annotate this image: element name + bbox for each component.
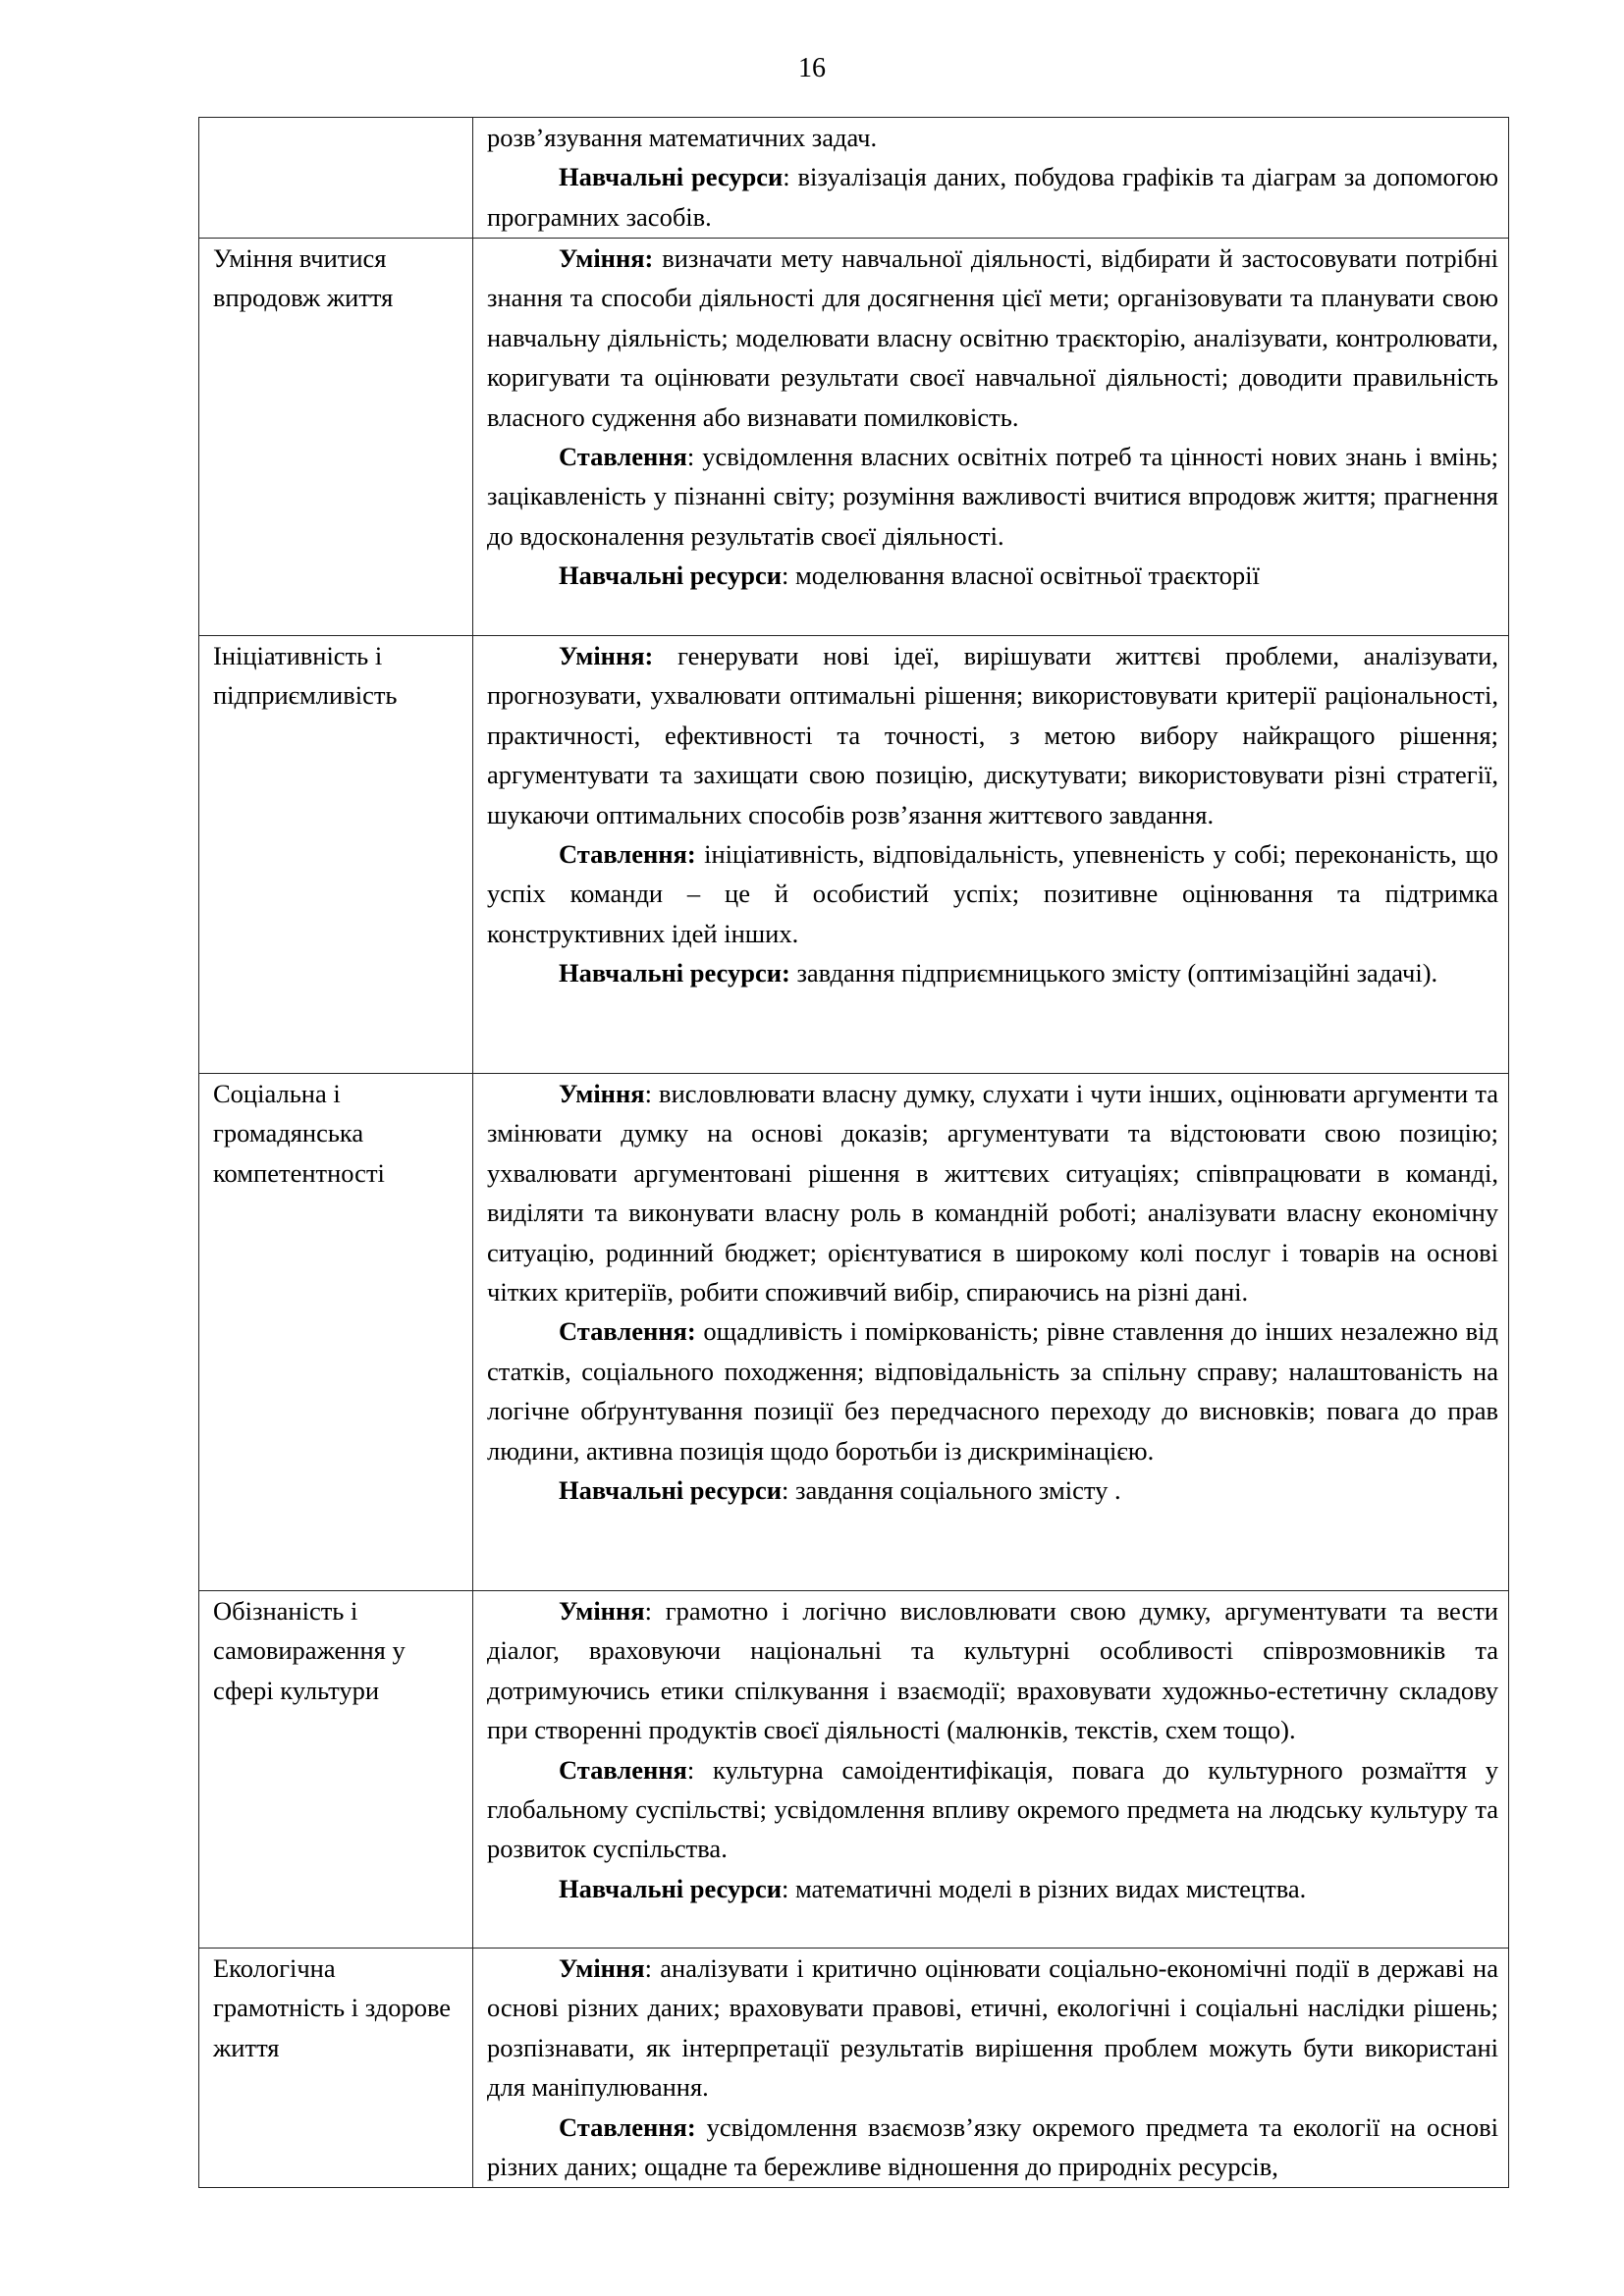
table-row (199, 636, 1509, 1074)
content-paragraph (487, 1074, 1498, 1311)
paragraph-term: Ставлення: (559, 1316, 696, 1347)
competency-content (473, 1591, 1509, 1949)
paragraph-term: Навчальні ресурси: (559, 958, 790, 988)
paragraph-text: : усвідомлення власних освітніх потреб та цінності нових знань і вмінь; зацікавленість у пізнанні світу; розуміння важливості вчитися впродовж життя; прагнення до вдосконалення результатів своєї діяльності. (487, 442, 1498, 551)
paragraph-term: Уміння (559, 1953, 645, 1983)
content-paragraph (487, 157, 1498, 237)
table-row (199, 239, 1509, 636)
content-paragraph (487, 437, 1498, 556)
paragraph-text: ощадливість і поміркованість; рівне ставлення до інших незалежно від статків, соціального походження; відповідальність за спільну справу; налаштованість на логічне обґрунтування позиції без передчасного переходу до висновків; повага до прав людини, активна позиція щодо боротьби із дискримінацією. (487, 1316, 1498, 1466)
competency-label (199, 118, 473, 239)
content-paragraph (487, 834, 1498, 953)
paragraph-term: Ставлення (559, 442, 687, 472)
competency-content (473, 1074, 1509, 1591)
content-paragraph (487, 239, 1498, 437)
competency-content (473, 636, 1509, 1074)
paragraph-term: Навчальні ресурси (559, 1873, 782, 1903)
page-number: 16 (798, 53, 826, 83)
paragraph-text: : візуалізація даних, побудова графіків та діаграм за допомогою програмних засобів. (487, 162, 1498, 232)
paragraph-text: розв’язування математичних задач. (487, 123, 878, 152)
paragraph-term: Ставлення: (559, 839, 696, 870)
competency-label: Соціальна і громадянська компетентності (199, 1074, 473, 1591)
paragraph-text: генерувати нові ідеї, вирішувати життєві проблеми, аналізувати, прогнозувати, ухвалювати оптимальні рішення; використовувати критерії раціональності, практичності, ефективності та точності, з метою вибору найкращого рішення; аргументувати та захищати свою позицію, дискутувати; використовувати різні стратегії, шукаючи оптимальних способів розв’язання життєвого завдання. (487, 641, 1498, 829)
content-paragraph (487, 1470, 1498, 1510)
paragraph-text: : завдання соціального змісту . (781, 1475, 1121, 1506)
table-row (199, 1949, 1509, 2188)
content-paragraph (487, 556, 1498, 595)
content-paragraph (487, 1311, 1498, 1470)
competency-label: Обізнаність і самовираження у сфері культури (199, 1591, 473, 1949)
paragraph-text: : математичні моделі в різних видах мистецтва. (781, 1873, 1307, 1903)
paragraph-text: усвідомлення взаємозв’язку окремого предмета та екології на основі різних даних; ощадне та бережливе відношення до природніх ресурсів, (487, 2111, 1498, 2182)
paragraph-term: Уміння: (559, 243, 654, 273)
paragraph-term: Навчальні ресурси (559, 162, 784, 192)
content-paragraph (487, 1750, 1498, 1869)
competency-label: Ініціативність і підприємливість (199, 636, 473, 1074)
content-paragraph (487, 1949, 1498, 2108)
content-paragraph (487, 1869, 1498, 1908)
paragraph-text: : моделювання власної освітньої траєкторії (781, 561, 1260, 591)
content-paragraph (487, 953, 1498, 992)
competencies-table (198, 117, 1509, 2188)
paragraph-text: : аналізувати і критично оцінювати соціально-економічні події в державі на основі різних даних; враховувати правові, етичні, екологічні і соціальні наслідки рішень; розпізнавати, як інтерпретації результатів вирішення проблем можуть бути використані для маніпулювання. (487, 1953, 1498, 2103)
paragraph-term: Ставлення (559, 1754, 687, 1785)
table-row (199, 1074, 1509, 1591)
competency-content (473, 239, 1509, 636)
table-row (199, 1591, 1509, 1949)
paragraph-text: : культурна самоідентифікація, повага до культурного розмаїття у глобальному суспільстві; усвідомлення впливу окремого предмета на людську культуру та розвиток суспільства. (487, 1754, 1498, 1864)
content-paragraph (487, 636, 1498, 834)
paragraph-term: Навчальні ресурси (559, 561, 782, 591)
paragraph-term: Уміння (559, 1596, 645, 1626)
competency-label: Екологічна грамотність і здорове життя (199, 1949, 473, 2188)
paragraph-text: завдання підприємницького змісту (оптимізаційні задачі). (789, 958, 1438, 988)
competency-label: Уміння вчитися впродовж життя (199, 239, 473, 636)
paragraph-term: Уміння: (559, 641, 654, 670)
paragraph-term: Навчальні ресурси (559, 1475, 782, 1506)
table-row (199, 118, 1509, 239)
competency-content (473, 1949, 1509, 2188)
paragraph-text: визначати мету навчальної діяльності, відбирати й застосовувати потрібні знання та способи діяльності для досягнення цієї мети; організовувати та планувати свою навчальну діяльність; моделювати власну освітню траєкторію, аналізувати, контролювати, коригувати та оцінювати результати своєї навчальної діяльності; доводити правильність власного судження або визнавати помилковість. (487, 243, 1498, 432)
paragraph-term: Уміння (559, 1079, 645, 1108)
content-paragraph (487, 118, 1498, 157)
competency-content (473, 118, 1509, 239)
paragraph-text: : грамотно і логічно висловлювати свою думку, аргументувати та вести діалог, враховуючи національні та культурні особливості співрозмовників та дотримуючись етики спілкування і взаємодії; враховувати художньо-естетичну складову при створенні продуктів своєї діяльності (малюнків, текстів, схем тощо). (487, 1596, 1498, 1745)
content-paragraph (487, 1591, 1498, 1750)
paragraph-term: Ставлення: (559, 2111, 696, 2142)
paragraph-text: : висловлювати власну думку, слухати і чути інших, оцінювати аргументи та змінювати думку на основі доказів; аргументувати та відстоювати свою позицію; ухвалювати аргументовані рішення в життєвих ситуаціях; співпрацювати в команді, виділяти та виконувати власну роль в командній роботі; аналізувати власну економічну ситуацію, родинний бюджет; орієнтуватися в широкому колі послуг і товарів на основі чітких критеріїв, робити споживчий вибір, спираючись на різні дані. (487, 1079, 1498, 1308)
content-paragraph (487, 2108, 1498, 2187)
paragraph-text: ініціативність, відповідальність, упевненість у собі; переконаність, що успіх команди – це й особистий успіх; позитивне оцінювання та підтримка конструктивних ідей інших. (487, 839, 1498, 948)
